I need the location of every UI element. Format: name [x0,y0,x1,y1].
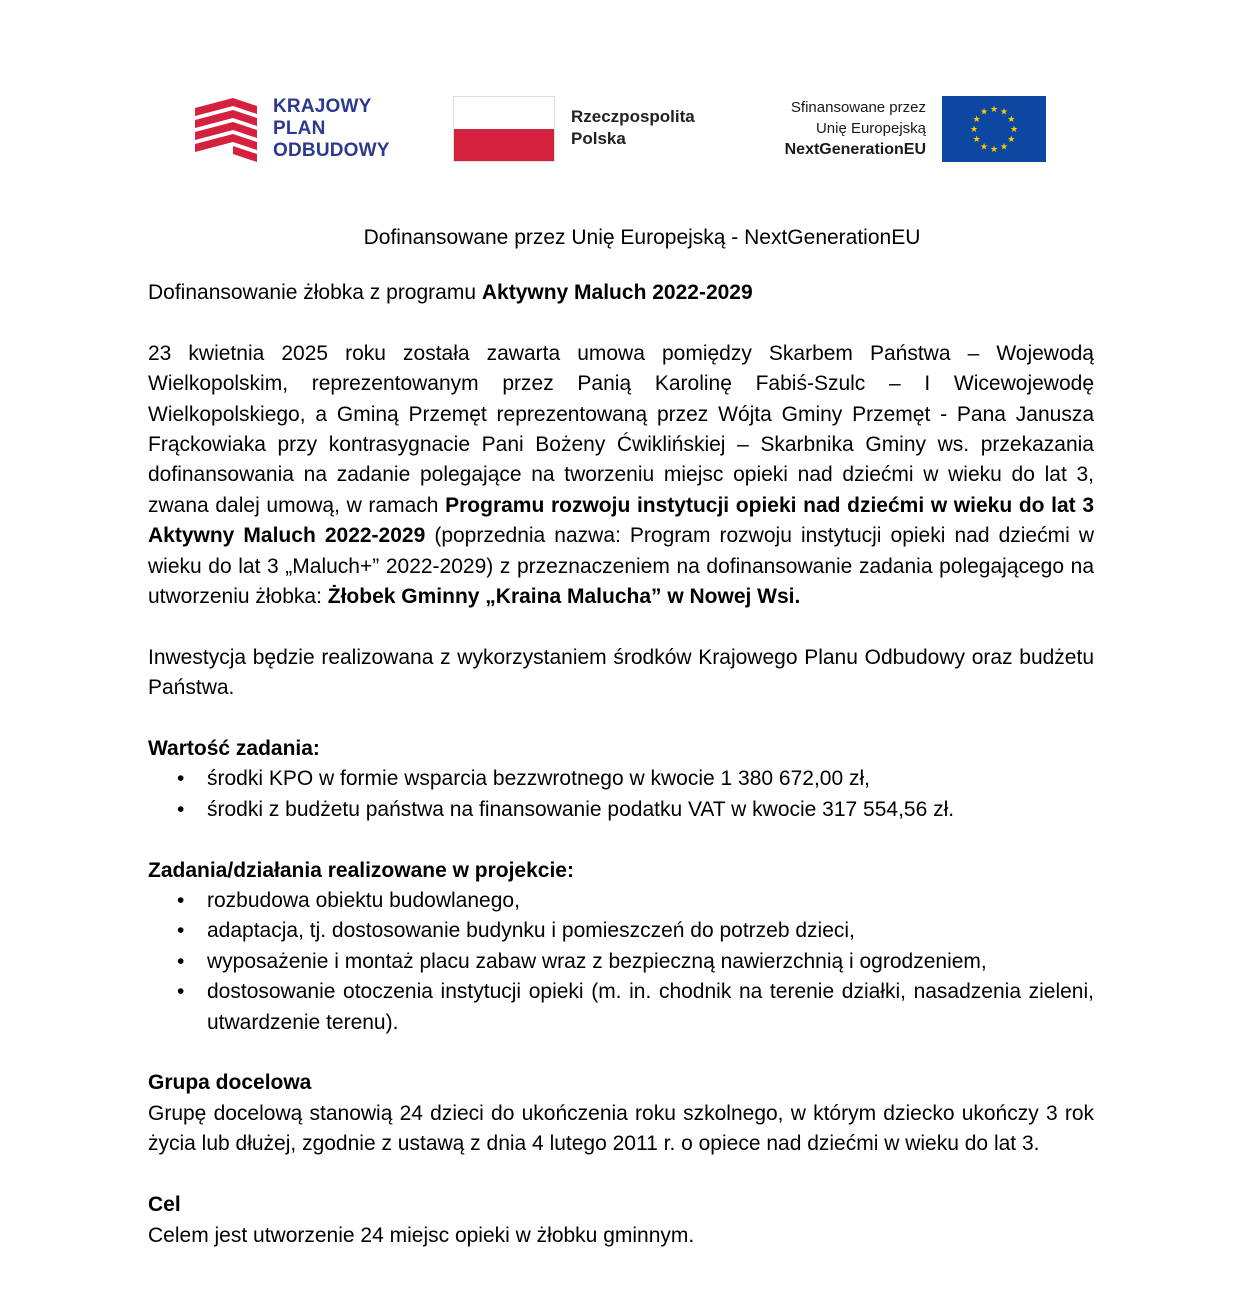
kpo-logo-icon [195,96,261,162]
eu-line-2: Unię Europejską [815,120,926,137]
eu-star-icon: ★ [972,114,981,124]
funded-line: Dofinansowane przez Unię Europejską - NextGenerationEU [363,226,921,249]
eu-star-icon: ★ [1007,114,1016,124]
tasks-heading [148,856,1094,886]
eu-star-icon: ★ [979,141,989,152]
target-text: Grupę docelową stanowią 24 dzieci do ukończenia roku szkolnego, w którym dziecko ukończy 3 rok życia lub dłużej, zgodnie z ustawą z dnia 4 lutego 2011 r. o opiece nad dziećmi w wieku do lat 3. [148,1101,1094,1156]
eu-star-icon: ★ [979,106,989,117]
eu-logo-text [785,97,926,160]
main-part-1: 23 kwietnia 2025 roku została zawarta umowa pomiędzy Skarbem Państwa – Wojewodą Wielkopolskim, reprezentowanym przez Panią Karolinę Fabiś-Szulc – I Wicewojewodę Wielkopolskiego, a Gminą Przemęt reprezentowaną przez Wójta Gminy Przemęt - Pana Janusza Frąckowiaka przy kontrasygnacie Pani Bożeny Ćwiklińskiej – Skarbnika Gminy ws. przekazania dofinansowania na zadanie polegające na tworzeniu miejsc opieki nad dziećmi w wieku do lat 3, zwana dalej umową, w ramach [148,341,1094,517]
document-body [148,278,1094,1251]
investment-paragraph: Inwestycja będzie realizowana z wykorzystaniem środków Krajowego Planu Odbudowy oraz budżetu Państwa. [148,645,1094,700]
poland-flag-icon [453,96,555,162]
list-item: • wyposażenie i montaż placu zabaw wraz z bezpieczną nawierzchnią i ogrodzeniem, [207,947,1094,977]
list-item: • rozbudowa obiektu budowlanego, [207,886,1094,916]
list-item: • dostosowanie otoczenia instytucji opieki (m. in. chodnik na terenie działki, nasadzenia zieleni, utwardzenie terenu). [207,977,1094,1038]
tasks-list [148,886,1094,1038]
goal-text: Celem jest utworzenie 24 miejsc opieki w żłobku gminnym. [148,1223,695,1247]
eu-star-icon: ★ [989,144,999,154]
eu-star-icon: ★ [969,124,979,134]
eu-star-icon: ★ [1007,134,1016,144]
goal-heading [148,1190,1094,1220]
list-item: • środki KPO w formie wsparcia bezzwrotnego w kwocie 1 380 672,00 zł, [207,764,1094,794]
kpo-logo [195,96,415,162]
main-part-2: (poprzednia nazwa: Program rozwoju instytucji opieki nad dziećmi w wieku do lat 3 „Maluch+” 2022-2029) z przeznaczeniem na dofinansowanie zadania polegającego na utworzeniu żłobka: [148,524,1094,609]
eu-line-3: NextGenerationEU [784,141,926,158]
rp-line-1: Rzeczpospolita [571,107,695,126]
kpo-line-1: KRAJOWY [273,96,372,117]
main-program: Programu rozwoju instytucji opieki nad dziećmi w wieku do lat 3 Aktywny Maluch 2022-2029 [148,493,1094,548]
intro-text: Dofinansowanie żłobka z programu [148,281,482,304]
eu-flag-icon [942,96,1046,162]
kpo-line-3: ODBUDOWY [273,140,390,161]
rp-logo-text [571,106,695,150]
eu-star-icon: ★ [989,104,999,114]
main-paragraph [148,339,1094,613]
tasks-heading-text: Zadania/działania realizowane w projekcie: [148,858,574,882]
eu-star-icon: ★ [1009,124,1019,134]
value-heading [148,734,1094,764]
eu-star-icon: ★ [999,141,1009,152]
list-item: • środki z budżetu państwa na finansowanie podatku VAT w kwocie 317 554,56 zł. [207,795,1094,825]
value-heading-text: Wartość zadania: [148,737,320,761]
goal-heading-text: Cel [148,1193,181,1217]
eu-star-icon: ★ [972,134,981,144]
list-item: • adaptacja, tj. dostosowanie budynku i pomieszczeń do potrzeb dzieci, [207,916,1094,946]
rp-line-2: Polska [571,129,626,148]
eu-line-1: Sfinansowane przez [790,99,926,116]
main-nursery: Żłobek Gminny „Kraina Malucha” w Nowej Wsi. [327,585,801,609]
kpo-line-2: PLAN [273,118,326,139]
target-heading [148,1068,1094,1098]
value-list [148,764,1094,825]
logo-bar [0,94,1240,166]
intro-line [148,278,1094,308]
intro-program: Aktywny Maluch 2022-2029 [481,281,753,304]
eu-star-icon: ★ [999,106,1009,117]
target-heading-text: Grupa docelowa [148,1071,312,1095]
